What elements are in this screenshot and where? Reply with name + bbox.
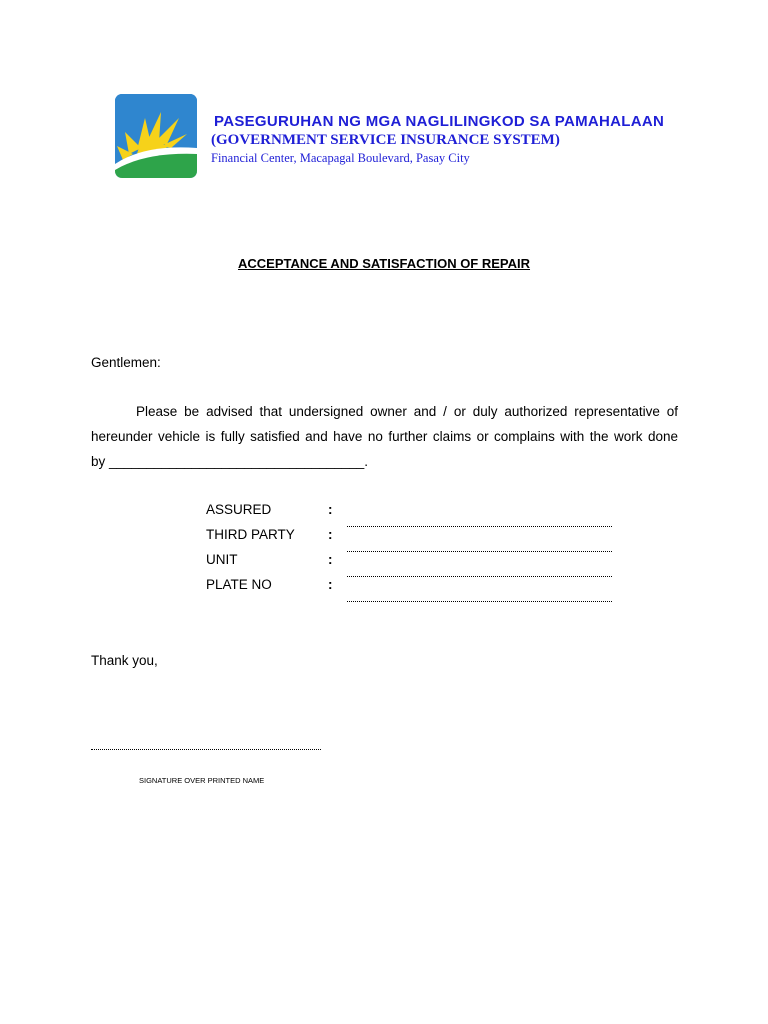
field-label-third-party: THIRD PARTY: [206, 527, 295, 542]
org-subtitle: (GOVERNMENT SERVICE INSURANCE SYSTEM): [211, 132, 560, 148]
gsis-logo: [115, 94, 197, 178]
closing: Thank you,: [91, 653, 158, 668]
body-line-2: hereunder vehicle is fully satisfied and have no further claims or complains with the work done: [91, 429, 678, 444]
document-title: ACCEPTANCE AND SATISFACTION OF REPAIR: [237, 256, 531, 271]
field-line-third-party[interactable]: [347, 551, 612, 552]
field-colon: :: [328, 527, 333, 542]
field-line-unit[interactable]: [347, 576, 612, 577]
body-line-1: Please be advised that undersigned owner and / or duly authorized representative of: [136, 404, 678, 419]
field-colon: :: [328, 577, 333, 592]
signature-line[interactable]: [91, 749, 321, 750]
field-label-assured: ASSURED: [206, 502, 272, 517]
field-colon: :: [328, 552, 333, 567]
field-label-plate-no: PLATE NO: [206, 577, 272, 592]
body-line-3: by __________________________________.: [91, 454, 369, 469]
org-address: Financial Center, Macapagal Boulevard, Pasay City: [211, 151, 470, 165]
field-line-assured[interactable]: [347, 526, 612, 527]
field-label-unit: UNIT: [206, 552, 238, 567]
signature-caption: SIGNATURE OVER PRINTED NAME: [139, 776, 265, 785]
field-colon: :: [328, 502, 333, 517]
sun-icon: [115, 94, 197, 178]
org-name: PASEGURUHAN NG MGA NAGLILINGKOD SA PAMAHALAAN: [214, 113, 665, 130]
field-line-plate-no[interactable]: [347, 601, 612, 602]
salutation: Gentlemen:: [91, 355, 161, 370]
